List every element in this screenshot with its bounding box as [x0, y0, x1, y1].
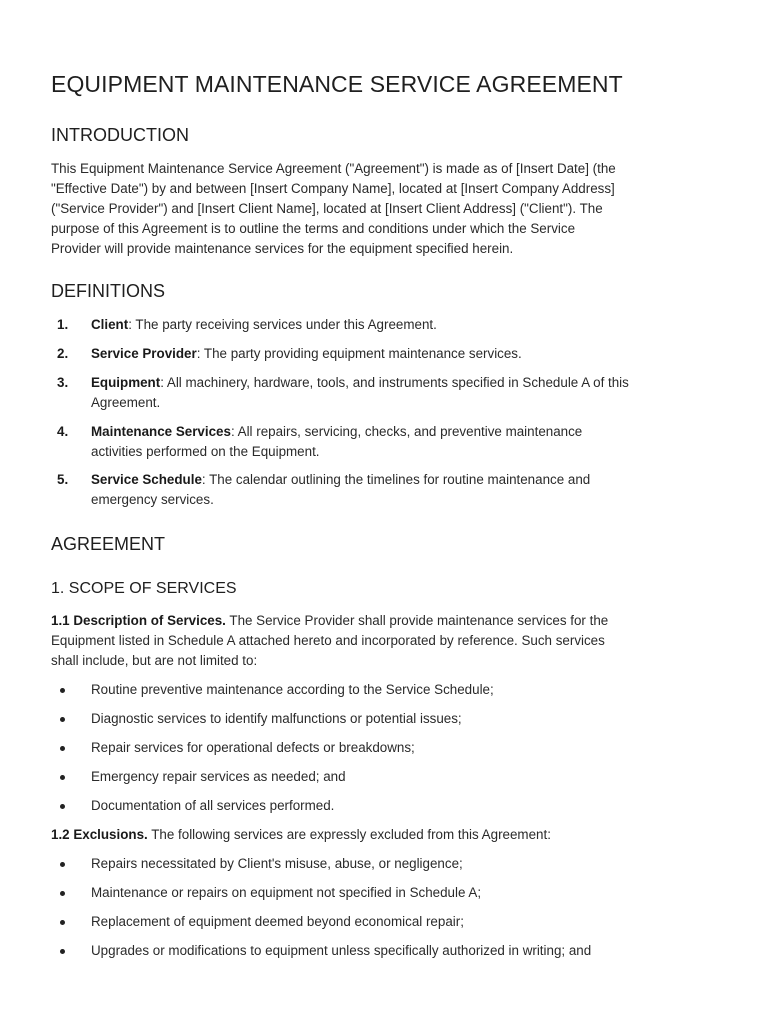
clause-1-1-line: shall include, but are not limited to:	[51, 653, 258, 668]
bullet-icon	[60, 804, 65, 809]
introduction-heading: INTRODUCTION	[51, 125, 189, 145]
bullet-icon	[60, 920, 65, 925]
agreement-heading: AGREEMENT	[51, 534, 166, 554]
definition-term: Client	[91, 317, 129, 332]
list-item-text: Diagnostic services to identify malfunctions or potential issues;	[91, 711, 462, 726]
bullet-icon	[60, 862, 65, 867]
definition-term: Equipment	[91, 375, 161, 390]
definition-text-continued: Agreement.	[91, 395, 161, 410]
definition-number: 5.	[57, 472, 69, 487]
clause-1-2-label: 1.2 Exclusions.	[51, 827, 148, 842]
list-item-text: Repairs necessitated by Client's misuse, abuse, or negligence;	[91, 856, 463, 871]
list-item-text: Replacement of equipment deemed beyond economical repair;	[91, 914, 464, 929]
bullet-icon	[60, 891, 65, 896]
bullet-icon	[60, 746, 65, 751]
definition-text: : The calendar outlining the timelines for routine maintenance and	[201, 472, 591, 487]
scope-of-services-heading: 1. SCOPE OF SERVICES	[51, 580, 237, 597]
list-item-text: Upgrades or modifications to equipment unless specifically authorized in writing; and	[91, 943, 592, 958]
definition-number: 4.	[57, 424, 69, 439]
document-title: EQUIPMENT MAINTENANCE SERVICE AGREEMENT	[51, 71, 623, 97]
definitions-heading: DEFINITIONS	[51, 281, 166, 301]
definition-term: Maintenance Services	[91, 424, 231, 439]
definition-term: Service Schedule	[91, 472, 202, 487]
definition-number: 2.	[57, 346, 69, 361]
introduction-paragraph	[51, 159, 721, 259]
list-item-text: Repair services for operational defects or breakdowns;	[91, 740, 415, 755]
bullet-icon	[60, 775, 65, 780]
definition-term: Service Provider	[91, 346, 197, 361]
definition-text-continued: activities performed on the Equipment.	[91, 444, 320, 459]
introduction-line: This Equipment Maintenance Service Agreement ("Agreement") is made as of [Insert Date] (the	[51, 161, 616, 176]
definition-text: : The party providing equipment maintenance services.	[196, 346, 522, 361]
list-item-text: Documentation of all services performed.	[91, 798, 335, 813]
clause-1-1-label: 1.1 Description of Services.	[51, 613, 226, 628]
clause-1-2-text: The following services are expressly excluded from this Agreement:	[147, 827, 551, 842]
definition-text-continued: emergency services.	[91, 492, 214, 507]
bullet-icon	[60, 949, 65, 954]
definition-number: 3.	[57, 375, 69, 390]
definition-text: : The party receiving services under this Agreement.	[128, 317, 437, 332]
clause-1-1-line: Equipment listed in Schedule A attached hereto and incorporated by reference. Such services	[51, 633, 605, 648]
introduction-line: ("Service Provider") and [Insert Client Name], located at [Insert Client Address] ("Client"). The	[51, 201, 603, 216]
bullet-icon	[60, 717, 65, 722]
list-item-text: Emergency repair services as needed; and	[91, 769, 346, 784]
list-item-text: Routine preventive maintenance according to the Service Schedule;	[91, 682, 494, 697]
definition-text: : All machinery, hardware, tools, and instruments specified in Schedule A of this	[160, 375, 629, 390]
introduction-line: "Effective Date") by and between [Insert Company Name], located at [Insert Company Address]	[51, 181, 615, 196]
clause-1-2-paragraph	[51, 825, 721, 845]
introduction-line: Provider will provide maintenance services for the equipment specified herein.	[51, 241, 514, 256]
definition-text: : All repairs, servicing, checks, and preventive maintenance	[230, 424, 583, 439]
list-item-text: Maintenance or repairs on equipment not specified in Schedule A;	[91, 885, 482, 900]
introduction-line: purpose of this Agreement is to outline the terms and conditions under which the Service	[51, 221, 576, 236]
clause-1-1-text: The Service Provider shall provide maintenance services for the	[225, 613, 609, 628]
clause-1-1-paragraph	[51, 611, 721, 671]
bullet-icon	[60, 688, 65, 693]
definition-number: 1.	[57, 317, 69, 332]
